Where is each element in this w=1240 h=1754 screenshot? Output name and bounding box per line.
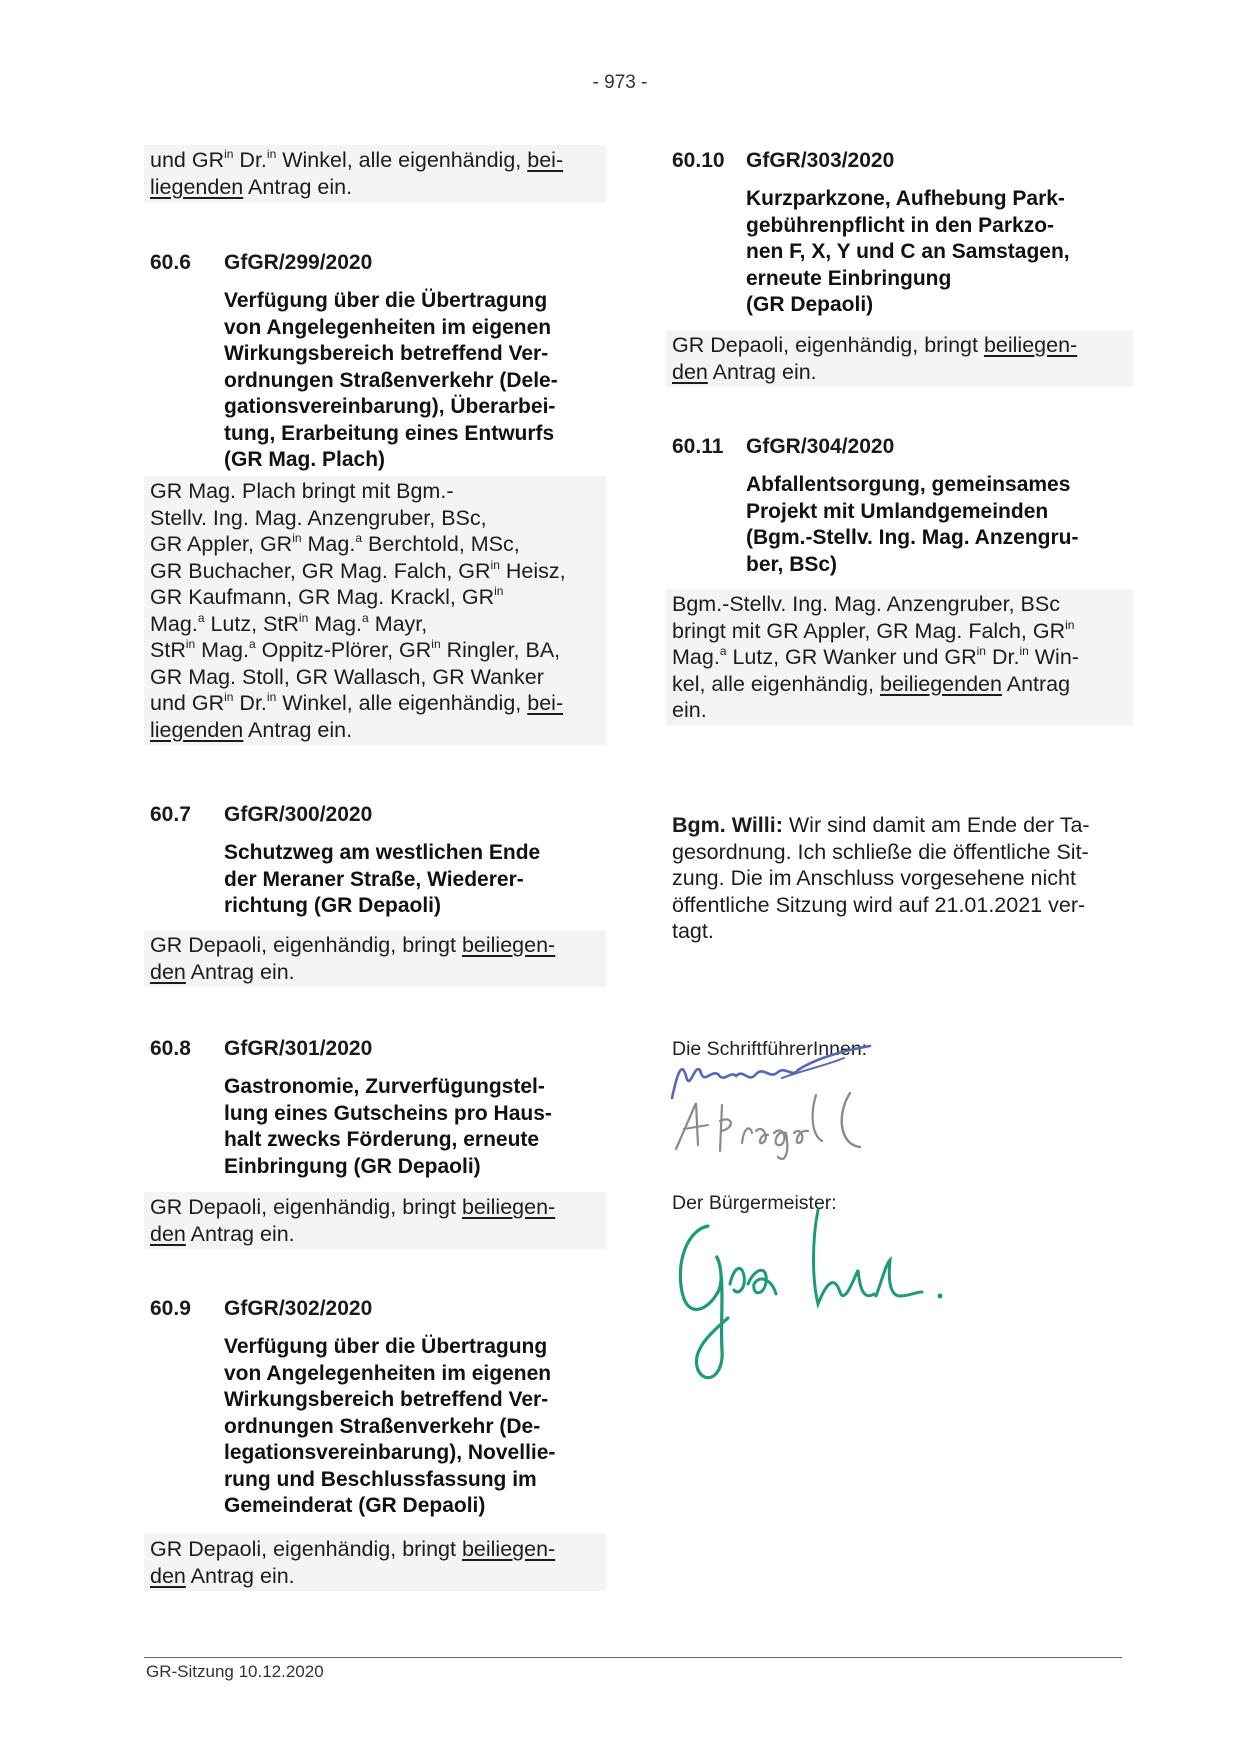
item-body-60-6: GR Mag. Plach bringt mit Bgm.- Stellv. Ing. Mag. Anzengruber, BSc, GR Appler, $GR^{in}$ Mag.$^a$ Berchtold, MSc, GR Buchacher, GR Mag. Falch, $GR^{in}$ Heisz, GR Kaufmann, GR Mag. Krackl, $GR^{in}$ Mag.$^a$ Lutz, StR$^{in}$ Mag.$^a$ Mayr, StR$^{in}$ Mag.$^a$ Oppitz-Plörer, $GR^{in}$ Ringler, BA, GR Mag. Stoll, GR Wallasch, GR Wanker und $GR^{in}$ Dr.$^{in}$ Winkel, alle eigenhändig, bei- liegenden Antrag ein. (144, 476, 606, 745)
item-code: GfGR/302/2020 (224, 1297, 373, 1320)
item-code: GfGR/300/2020 (224, 803, 373, 826)
footer-divider (144, 1657, 1122, 1658)
item-number: 60.6 (150, 251, 191, 274)
item-heading (672, 148, 1127, 174)
agenda-item-60-8 (150, 1036, 600, 1180)
clerk-signature-2 (670, 1085, 900, 1165)
agenda-item-60-6 (150, 250, 600, 474)
item-title: Verfügung über die Übertragung von Angelegenheiten im eigenen Wirkungsbereich betreffend Ver- ordnungen Straßenverkehr (De- legationsvereinbarung), Novellie- rung und Beschlussfassung im Gemeinderat (GR Depaoli) (224, 1335, 556, 1517)
item-body-60-11: Bgm.-Stellv. Ing. Mag. Anzengruber, BSc bringt mit GR Appler, GR Mag. Falch, $GR^{in}$ Mag.$^a$ Lutz, GR Wanker und $GR^{in}$ Dr.$^{in}$ Win- kel, alle eigenhändig, beiliegenden Antrag ein. (666, 589, 1133, 726)
item-number: 60.10 (672, 149, 725, 172)
item-heading (150, 250, 600, 276)
closing-speaker: Bgm. Willi: (672, 813, 783, 837)
continuation-paragraph: und $GR^{in}$ Dr.$^{in}$ Winkel, alle eigenhändig, bei- liegenden Antrag ein. (144, 145, 606, 202)
closing-statement: Bgm. Willi: Wir sind damit am Ende der Ta- gesordnung. Ich schließe die öffentliche Sit- zung. Die im Anschluss vorgesehene nicht öffentliche Sitzung wird auf 21.01.2021 ver- tagt. (672, 813, 1090, 943)
item-heading (150, 802, 600, 828)
footer-session-date: GR-Sitzung 10.12.2020 (146, 1662, 324, 1681)
item-title: Abfallentsorgung, gemeinsames Projekt mit Umlandgemeinden (Bgm.-Stellv. Ing. Mag. Anzengru- ber, BSc) (746, 473, 1079, 576)
agenda-item-60-7 (150, 802, 600, 920)
item-body-60-10: GR Depaoli, eigenhändig, bringt beiliegen- den Antrag ein. (666, 330, 1133, 387)
item-code: GfGR/303/2020 (746, 149, 895, 172)
item-body-60-9: GR Depaoli, eigenhändig, bringt beiliegen- den Antrag ein. (144, 1534, 606, 1591)
page-number: - 973 - (592, 72, 648, 93)
item-code: GfGR/301/2020 (224, 1037, 373, 1060)
item-title: Kurzparkzone, Aufhebung Park- gebührenpflicht in den Parkzo- nen F, X, Y und C an Samstagen, erneute Einbringung (GR Depaoli) (746, 187, 1070, 316)
item-number: 60.9 (150, 1297, 191, 1320)
item-heading (672, 434, 1127, 460)
mayor-label: Der Bürgermeister: (672, 1192, 837, 1214)
item-code: GfGR/304/2020 (746, 435, 895, 458)
item-heading (150, 1036, 600, 1062)
item-body-60-8: GR Depaoli, eigenhändig, bringt beiliegen- den Antrag ein. (144, 1192, 606, 1249)
item-number: 60.11 (672, 435, 724, 458)
item-title: Gastronomie, Zurverfügungstel- lung eines Gutscheins pro Haus- halt zwecks Förderung, erneute Einbringung (GR Depaoli) (224, 1075, 552, 1178)
agenda-item-60-9 (150, 1296, 600, 1520)
item-title: Schutzweg am westlichen Ende der Meraner Straße, Wiederer- richtung (GR Depaoli) (224, 841, 541, 917)
item-body-60-7: GR Depaoli, eigenhändig, bringt beiliegen- den Antrag ein. (144, 930, 606, 987)
clerks-label: Die SchriftführerInnen: (672, 1038, 868, 1060)
agenda-item-60-10 (672, 148, 1127, 319)
item-number: 60.8 (150, 1037, 191, 1060)
item-number: 60.7 (150, 803, 191, 826)
item-code: GfGR/299/2020 (224, 251, 373, 274)
item-title: Verfügung über die Übertragung von Angelegenheiten im eigenen Wirkungsbereich betreffend Ver- ordnungen Straßenverkehr (Dele- gationsvereinbarung), Überarbei- tung, Erarbeitung eines Entwurfs (GR Mag. Plach) (224, 289, 558, 471)
mayor-signature (668, 1200, 958, 1390)
item-heading (150, 1296, 600, 1322)
agenda-item-60-11 (672, 434, 1127, 578)
